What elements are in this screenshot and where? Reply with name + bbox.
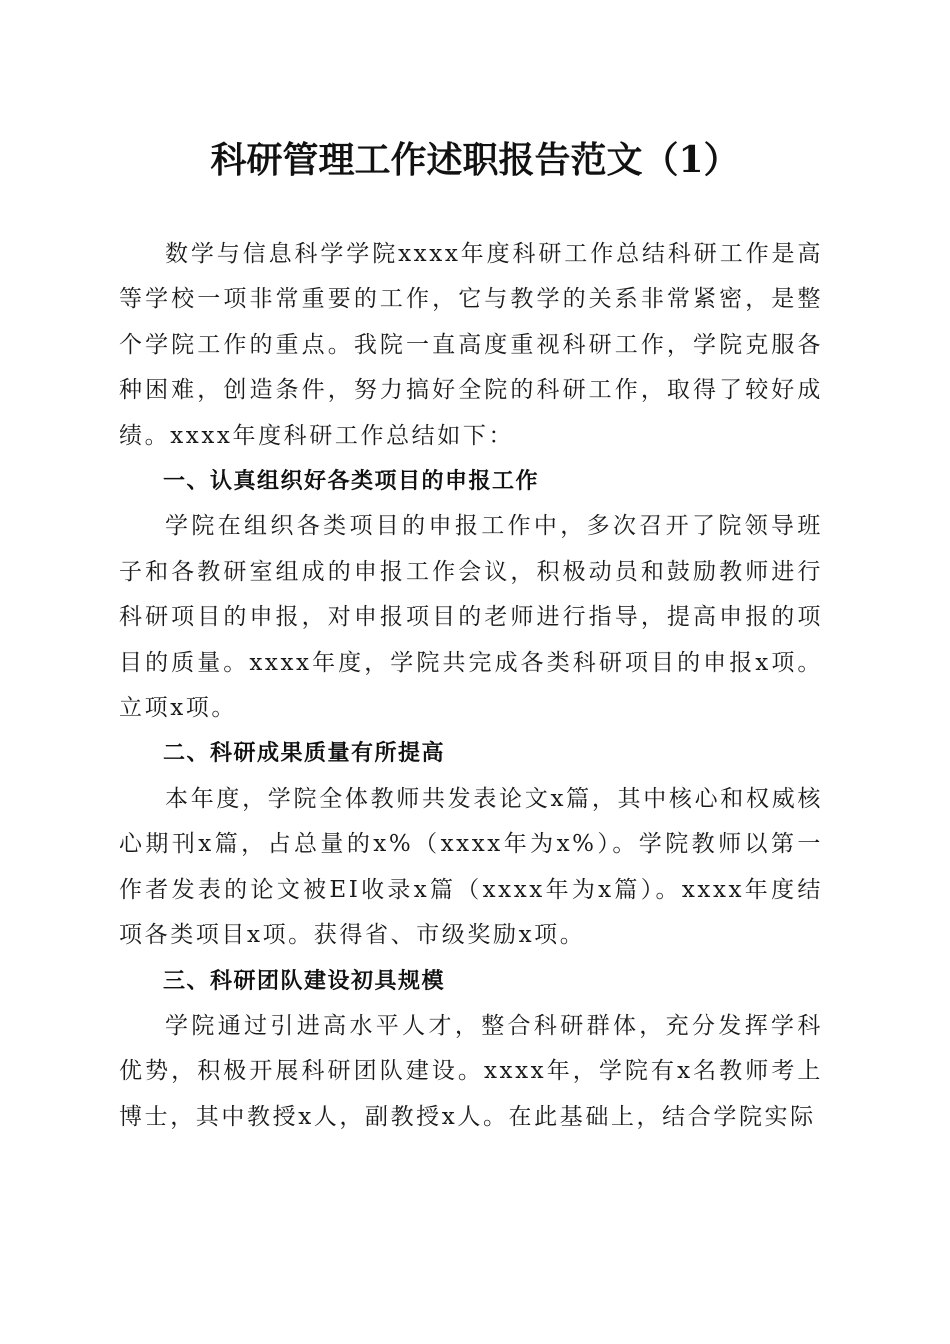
section-paragraph-2: 本年度，学院全体教师共发表论文x篇，其中核心和权威核心期刊x篇，占总量的x%（xxxx年为x%）。学院教师以第一作者发表的论文被EI收录x篇（xxxx年为x篇）。xxxx年度结项各类项目x项。获得省、市级奖励x项。 — [119, 785, 823, 949]
document-body — [119, 232, 823, 1140]
intro-paragraph: 数学与信息科学学院xxxx年度科研工作总结科研工作是高等学校一项非常重要的工作，它与教学的关系非常紧密，是整个学院工作的重点。我院一直高度重视科研工作，学院克服各种困难，创造条件，努力搞好全院的科研工作，取得了较好成绩。xxxx年度科研工作总结如下： — [119, 241, 823, 449]
section-paragraph-3: 学院通过引进高水平人才，整合科研群体，充分发挥学科优势，积极开展科研团队建设。xxxx年，学院有x名教师考上博士，其中教授x人，副教授x人。在此基础上，结合学院实际 — [119, 1012, 823, 1130]
section-paragraph-1: 学院在组织各类项目的申报工作中，多次召开了院领导班子和各教研室组成的申报工作会议，积极动员和鼓励教师进行科研项目的申报，对申报项目的老师进行指导，提高申报的项目的质量。xxxx年度，学院共完成各类科研项目的申报x项。立项x项。 — [119, 513, 823, 722]
section-heading-2: 二、科研成果质量有所提高 — [163, 741, 446, 767]
document-title: 科研管理工作述职报告范文（1） — [210, 139, 740, 181]
section-heading-3: 三、科研团队建设初具规模 — [163, 968, 446, 994]
section-heading-1: 一、认真组织好各类项目的申报工作 — [163, 469, 540, 495]
